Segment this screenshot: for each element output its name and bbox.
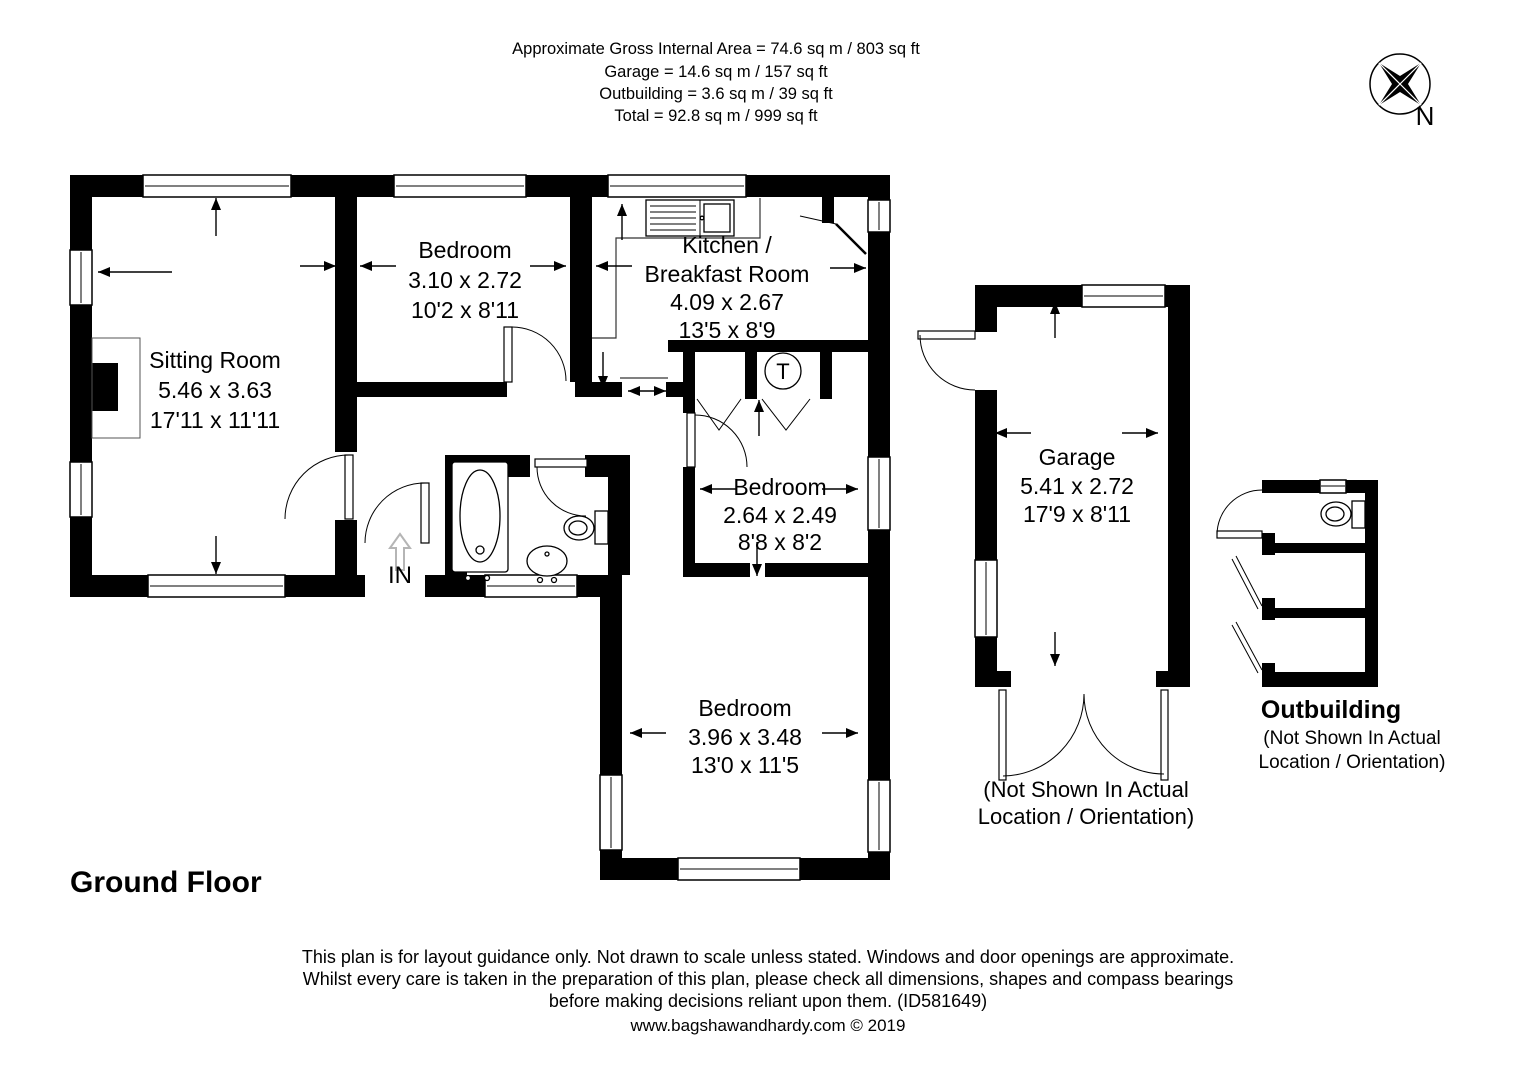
disclaimer-line-1: This plan is for layout guidance only. Not drawn to scale unless stated. Windows and door openings are approximate.	[301, 947, 1235, 967]
window	[868, 200, 890, 232]
room-dims-imperial: 8'8 x 8'2	[737, 529, 823, 555]
room-name: Sitting Room	[149, 347, 281, 373]
compass-north-label: N	[1415, 101, 1435, 131]
room-dims-imperial: 13'5 x 8'9	[678, 317, 776, 343]
room-dims-imperial: 17'9 x 8'11	[1022, 501, 1132, 527]
header-line-2: Garage = 14.6 sq m / 157 sq ft	[604, 63, 828, 81]
garage-note-line-1: (Not Shown In Actual	[983, 777, 1189, 802]
header-line-4: Total = 92.8 sq m / 999 sq ft	[614, 107, 818, 125]
header-line-3: Outbuilding = 3.6 sq m / 39 sq ft	[599, 85, 833, 103]
tank-label: T	[776, 359, 790, 384]
room-name: Outbuilding	[1260, 696, 1402, 724]
room-dims-metric: 3.96 x 3.48	[688, 724, 802, 750]
chimney-breast	[92, 363, 118, 411]
room-name: Bedroom	[698, 695, 792, 721]
header-line-1: Approximate Gross Internal Area = 74.6 sq m / 803 sq ft	[512, 40, 920, 58]
room-label-bedroom-bottom	[688, 695, 802, 778]
room-dims-metric: 5.46 x 3.63	[158, 377, 272, 403]
room-dims-imperial: 10'2 x 8'11	[410, 297, 520, 323]
outbuilding-note-line-1: (Not Shown In Actual	[1263, 728, 1441, 749]
entrance-label: IN	[388, 562, 412, 589]
disclaimer-line-2: Whilst every care is taken in the preparation of this plan, please check all dimensions, shapes and compass bearings	[302, 969, 1234, 989]
room-label-bedroom-middle	[723, 474, 837, 555]
floor-title: Ground Floor	[70, 866, 262, 899]
room-dims-metric: 5.41 x 2.72	[1020, 473, 1134, 499]
room-name: Breakfast Room	[644, 261, 810, 287]
window	[1082, 285, 1165, 307]
window	[868, 457, 890, 530]
outbuilding-note-line-2: Location / Orientation)	[1258, 752, 1446, 773]
window	[608, 175, 746, 197]
window	[868, 780, 890, 852]
room-dims-imperial: 13'0 x 11'5	[690, 752, 800, 778]
room-dims-metric: 3.10 x 2.72	[408, 267, 522, 293]
window	[600, 775, 622, 850]
window	[70, 462, 92, 517]
tank-cupboard	[765, 353, 801, 389]
room-dims-imperial: 17'11 x 11'11	[149, 407, 281, 433]
room-dims-metric: 4.09 x 2.67	[670, 289, 784, 315]
room-name: Bedroom	[418, 237, 512, 263]
window	[485, 575, 577, 597]
website-credit: www.bagshawandhardy.com © 2019	[630, 1016, 906, 1035]
room-name: Garage	[1038, 444, 1116, 470]
room-name: Kitchen /	[682, 232, 772, 258]
window	[1320, 480, 1346, 493]
window	[975, 560, 997, 637]
room-label-sitting-room	[149, 347, 281, 433]
kitchen-sink	[646, 200, 734, 236]
room-label-bedroom-top	[408, 237, 522, 323]
window	[148, 575, 285, 597]
outbuilding-toilet	[1321, 501, 1365, 528]
window	[70, 250, 92, 305]
room-dims-metric: 2.64 x 2.49	[723, 502, 837, 528]
window	[143, 175, 291, 197]
window	[678, 858, 800, 880]
bathtub	[452, 462, 508, 581]
disclaimer-line-3: before making decisions reliant upon them. (ID581649)	[548, 991, 988, 1011]
garage-note-line-2: Location / Orientation)	[977, 804, 1195, 829]
window	[394, 175, 526, 197]
room-name: Bedroom	[733, 474, 827, 500]
